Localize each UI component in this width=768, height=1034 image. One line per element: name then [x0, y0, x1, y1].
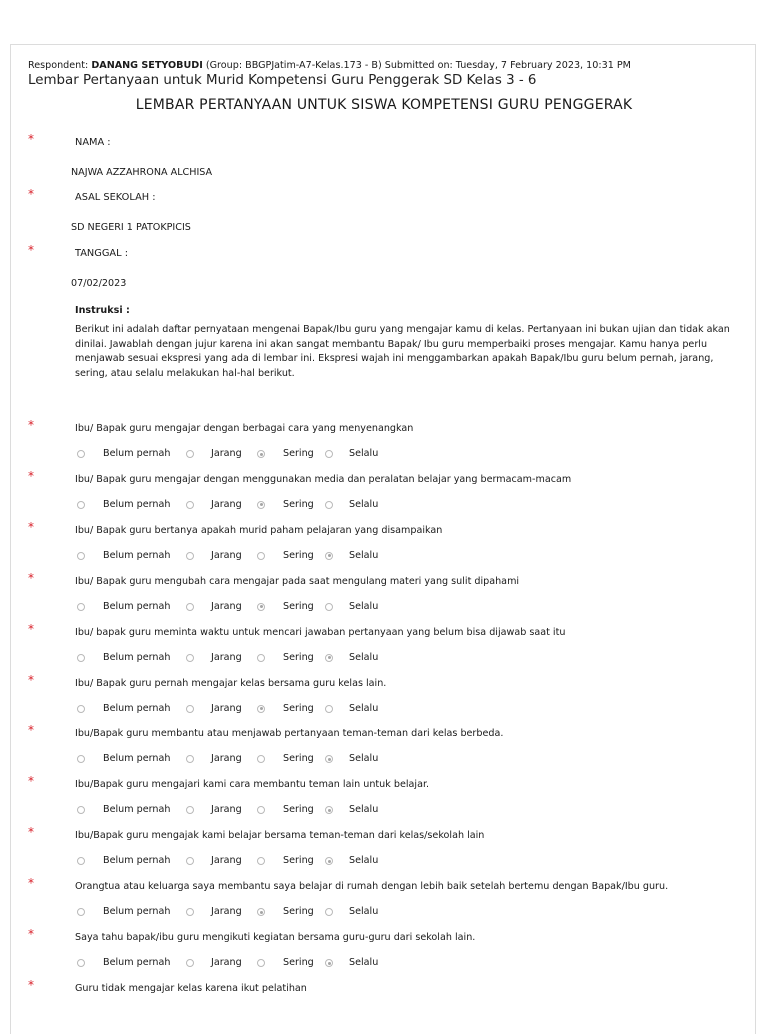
option-radio[interactable]: [186, 552, 194, 560]
option-label: Selalu: [349, 957, 379, 968]
required-marker: *: [28, 774, 34, 789]
option-label: Jarang: [211, 448, 242, 459]
question-text: Ibu/ bapak guru meminta waktu untuk mencari jawaban pertanyaan yang belum bisa dijawab saat itu: [75, 626, 566, 638]
required-marker: *: [28, 723, 34, 738]
required-marker: *: [28, 243, 34, 257]
option-label: Selalu: [349, 549, 379, 561]
option-label: Sering: [283, 600, 314, 612]
option-label: Sering: [283, 906, 314, 918]
option-radio[interactable]: [325, 603, 333, 611]
option-label: Selalu: [349, 498, 379, 510]
option-label: Jarang: [211, 702, 242, 714]
required-marker: *: [28, 977, 34, 992]
option-radio[interactable]: [186, 654, 194, 662]
respondent-label: Respondent:: [28, 60, 89, 71]
field-value-asal-sekolah: SD NEGERI 1 PATOKPICIS: [71, 222, 191, 233]
option-label: Selalu: [349, 448, 379, 459]
option-label: Selalu: [349, 804, 379, 816]
required-marker: *: [28, 927, 34, 941]
instructions-body: Berikut ini adalah daftar pernyataan mengenai Bapak/Ibu guru yang mengajar kamu di kelas. Pertanyaan ini bukan ujian dan tidak akan dinilai. Jawablah dengan jujur karena ini akan sangat membantu Bapak/ Ibu guru memperbaiki proses mengajar. Kamu hanya perlu menjawab sesuai ekspresi yang ada di lembar ini. Ekspresi wajah ini menggambarkan apakah Bapak/Ibu guru belum pernah, jarang, sering, atau selalu melakukan hal-hal berikut.: [75, 324, 730, 379]
option-radio[interactable]: [257, 654, 265, 662]
option-label: Selalu: [349, 753, 379, 765]
option-label: Sering: [283, 498, 314, 510]
respondent-name: DANANG SETYOBUDI: [91, 60, 203, 71]
option-label: Jarang: [211, 600, 242, 612]
option-radio[interactable]: [325, 552, 333, 560]
option-label: Belum pernah: [103, 906, 171, 918]
question-text: Ibu/ Bapak guru bertanya apakah murid paham pelajaran yang disampaikan: [75, 524, 443, 536]
question-text: Ibu/Bapak guru mengajak kami belajar bersama teman-teman dari kelas/sekolah lain: [75, 830, 485, 842]
respondent-line: [28, 60, 631, 71]
option-radio[interactable]: [325, 450, 333, 458]
form-title: LEMBAR PERTANYAAN UNTUK SISWA KOMPETENSI GURU PENGGERAK: [135, 97, 633, 113]
required-marker: *: [28, 621, 34, 636]
option-label: Sering: [283, 957, 314, 968]
required-marker: *: [28, 468, 34, 483]
instructions-title: Instruksi :: [75, 305, 130, 316]
form-subtitle: Lembar Pertanyaan untuk Murid Kompetensi Guru Penggerak SD Kelas 3 - 6: [28, 73, 537, 88]
field-value-tanggal: 07/02/2023: [71, 278, 127, 289]
option-label: Jarang: [211, 753, 242, 765]
option-label: Belum pernah: [103, 753, 171, 765]
option-label: Jarang: [211, 651, 242, 663]
option-label: Sering: [283, 549, 314, 561]
option-label: Belum pernah: [103, 804, 171, 816]
required-marker: *: [28, 187, 34, 201]
option-label: Jarang: [211, 549, 242, 561]
option-label: Belum pernah: [103, 855, 171, 867]
option-label: Sering: [283, 651, 314, 663]
option-radio[interactable]: [77, 450, 85, 458]
option-label: Selalu: [349, 702, 379, 714]
question-text: Ibu/Bapak guru membantu atau menjawab pertanyaan teman-teman dari kelas berbeda.: [75, 728, 504, 740]
field-label-asal-sekolah: ASAL SEKOLAH :: [75, 192, 156, 203]
option-label: Belum pernah: [103, 957, 171, 968]
option-label: Jarang: [211, 906, 242, 918]
option-radio[interactable]: [186, 501, 194, 509]
question-text: Ibu/ Bapak guru mengubah cara mengajar pada saat mengulang materi yang sulit dipahami: [75, 575, 520, 587]
option-label: Jarang: [211, 804, 242, 816]
option-label: Sering: [283, 804, 314, 816]
option-radio[interactable]: [257, 959, 265, 967]
required-marker: *: [28, 418, 34, 432]
option-label: Sering: [283, 702, 314, 714]
option-label: Sering: [283, 855, 314, 867]
option-label: Belum pernah: [103, 498, 171, 510]
option-radio[interactable]: [325, 654, 333, 662]
question-text: Ibu/Bapak guru mengajari kami cara membantu teman lain untuk belajar.: [75, 779, 430, 791]
option-radio[interactable]: [257, 450, 265, 458]
required-marker: *: [28, 825, 34, 840]
option-label: Belum pernah: [103, 549, 171, 561]
field-label-tanggal: TANGGAL :: [75, 248, 129, 259]
question-text: Ibu/ Bapak guru pernah mengajar kelas bersama guru kelas lain.: [75, 677, 387, 689]
field-value-nama: NAJWA AZZAHRONA ALCHISA: [71, 167, 213, 178]
option-label: Sering: [283, 753, 314, 765]
option-radio[interactable]: [77, 654, 85, 662]
option-radio[interactable]: [325, 501, 333, 509]
option-radio[interactable]: [186, 959, 194, 967]
option-radio[interactable]: [186, 450, 194, 458]
option-radio[interactable]: [257, 603, 265, 611]
option-label: Jarang: [211, 498, 242, 510]
option-radio[interactable]: [77, 501, 85, 509]
required-marker: *: [28, 519, 34, 534]
option-label: Sering: [283, 448, 314, 459]
option-radio[interactable]: [186, 705, 194, 713]
required-marker: *: [28, 876, 34, 891]
question-text: Saya tahu bapak/ibu guru mengikuti kegiatan bersama guru-guru dari sekolah lain.: [75, 932, 476, 943]
option-label: Selalu: [349, 855, 379, 867]
question-text: Guru tidak mengajar kelas karena ikut pelatihan: [75, 982, 307, 994]
option-radio[interactable]: [186, 603, 194, 611]
option-radio[interactable]: [77, 552, 85, 560]
option-radio[interactable]: [257, 501, 265, 509]
respondent-meta: (Group: BBGPJatim-A7-Kelas.173 - B) Submitted on: Tuesday, 7 February 2023, 10:31 PM: [205, 60, 631, 71]
option-radio[interactable]: [325, 705, 333, 713]
option-label: Belum pernah: [103, 600, 171, 612]
option-label: Jarang: [211, 957, 242, 968]
option-label: Jarang: [211, 855, 242, 867]
question-text: Ibu/ Bapak guru mengajar dengan berbagai cara yang menyenangkan: [75, 423, 414, 434]
question-text: Ibu/ Bapak guru mengajar dengan menggunakan media dan peralatan belajar yang bermacam-macam: [75, 473, 572, 485]
option-radio[interactable]: [325, 959, 333, 967]
option-label: Selalu: [349, 600, 379, 612]
option-radio[interactable]: [77, 705, 85, 713]
question-text: Orangtua atau keluarga saya membantu saya belajar di rumah dengan lebih baik setelah bertemu dengan Bapak/Ibu guru.: [75, 881, 669, 893]
option-radio[interactable]: [77, 959, 85, 967]
option-radio[interactable]: [257, 552, 265, 560]
option-label: Belum pernah: [103, 448, 171, 459]
option-label: Belum pernah: [103, 702, 171, 714]
option-radio[interactable]: [77, 603, 85, 611]
field-label-nama: NAMA :: [75, 137, 111, 148]
option-label: Selalu: [349, 651, 379, 663]
required-marker: *: [28, 672, 34, 687]
option-radio[interactable]: [257, 705, 265, 713]
option-label: Selalu: [349, 906, 379, 918]
required-marker: *: [28, 570, 34, 585]
required-marker: *: [28, 132, 34, 146]
option-label: Belum pernah: [103, 651, 171, 663]
